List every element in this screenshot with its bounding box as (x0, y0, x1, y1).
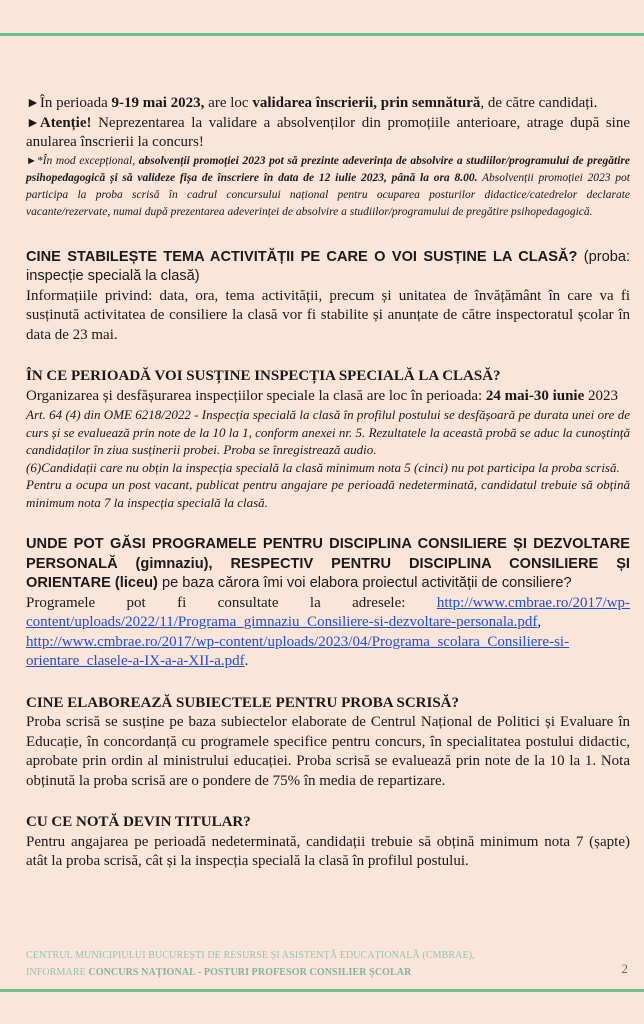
subiecte-body: Proba scrisă se susține pe baza subiectelor elaborate de Centrul Național de Politici și Evaluare în Educație, în concordanță cu programele specifice pentru concurs, în specialitatea postului didactic, aprobate prin ordin al ministrului educației. Proba scrisă se evaluează prin note de la 10 la 1. Nota obținută la proba scrisă are o pondere de 75% în media de repartizare. (26, 714, 630, 789)
footer-line-2: INFORMARE CONCURS NAȚIONAL - POSTURI PROFESOR CONSILIER ȘCOLAR (26, 967, 412, 978)
section-heading-inspectie: ÎN CE PERIOADĂ VOI SUSȚINE INSPECȚIA SPECIALĂ LA CLASĂ? (26, 368, 501, 384)
footer-line-1: CENTRUL MUNICIPIULUI BUCUREȘTI DE RESURSE ȘI ASISTENȚĂ EDUCAȚIONALĂ (CMBRAE), (26, 950, 475, 961)
bottom-rule (0, 989, 644, 992)
programa-gimnaziu-link[interactable]: http://www.cmbrae.ro/2017/wp-content/uploads/2022/11/Programa_gimnaziu_Consiliere-si-dezvoltare-personala.pdf (26, 594, 630, 630)
validation-paragraph: ►În perioada 9-19 mai 2023, are loc validarea înscrierii, prin semnătură, de către candidați. (26, 95, 598, 111)
exception-note: ►*În mod excepțional, absolvenții promoției 2023 pot să prezinte adeverința de absolvire a studiilor/programului de pregătire psihopedagogică și să valideze fișa de înscriere în data de 12 iulie 2023, până la ora 8.00. Absolvenții promoției 2023 pot participa la proba scrisă în cadrul concursului național pentru ocuparea posturilor didactice/catedrelor declarate vacante/rezervate, numai după prezentarea adeverinței de absolvire a studiilor/programului de pregătire psihopedagogică. (26, 154, 630, 218)
section-heading-programe: UNDE POT GĂSI PROGRAMELE PENTRU DISCIPLINA CONSILIERE ȘI DEZVOLTARE PERSONALĂ (gimnaziu), RESPECTIV PENTRU DISCIPLINA CONSILIERE ȘI ORIENTARE (liceu) pe baza cărora îmi voi elabora proiectul activității de consiliere? (26, 536, 630, 591)
post-vacant-note: Pentru a ocupa un post vacant, publicat pentru angajare pe perioadă nedeterminată, candidatul trebuie să obțină minimum nota 7 la inspecția specială la clasă. (26, 477, 630, 510)
inspectie-body: Organizarea și desfășurarea inspecțiilor speciale la clasă are loc în perioada: 24 mai-30 iunie 2023 (26, 387, 619, 404)
art-6-quote: (6)Candidații care nu obțin la inspecția specială la clasă minimum nota 5 (cinci) nu pot participa la proba scrisă. (26, 459, 620, 475)
arrow-bullet-icon: ► (26, 96, 40, 111)
document-body (26, 94, 630, 872)
section-heading-titular: CU CE NOTĂ DEVIN TITULAR? (26, 814, 251, 830)
programe-body: Programele pot fi consultate la adresele: http://www.cmbrae.ro/2017/wp-content/uploads/2022/11/Programa_gimnaziu_Consiliere-si-dezvoltare-personala.pdf, http://www.cmbrae.ro/2017/wp-content/uploads/2023/04/Programa_scolara_Consiliere-si-orientare_clasele-a-IX-a-a-XII-a.pdf. (26, 594, 630, 669)
programa-liceu-link[interactable]: http://www.cmbrae.ro/2017/wp-content/uploads/2023/04/Programa_scolara_Consiliere-si-orientare_clasele-a-IX-a-a-XII-a.pdf (26, 633, 570, 669)
top-rule (0, 33, 644, 36)
attention-paragraph: ►Atenție! Neprezentarea la validare a absolvenților din promoțiile anterioare, atrage după sine anularea înscrierii la concurs! (26, 114, 630, 150)
section-heading-subiecte: CINE ELABOREAZĂ SUBIECTELE PENTRU PROBA SCRISĂ? (26, 694, 460, 711)
arrow-bullet-icon: ► (26, 154, 37, 167)
page-number: 2 (621, 961, 628, 976)
tema-body: Informațiile privind: data, ora, tema activității, precum și unitatea de învățământ în care va fi susținută activitatea de consiliere la clasă vor fi stabilite și anunțate de către inspectoratul școlar în data de 23 mai. (26, 287, 630, 343)
arrow-bullet-icon: ► (26, 115, 40, 131)
page-footer (26, 947, 630, 981)
titular-body: Pentru angajarea pe perioadă nedeterminată, candidații trebuie să obțină minimum nota 7 (șapte) atât la proba scrisă, cât și la inspecția specială la clasă în profilul postului. (26, 833, 630, 869)
section-heading-tema: CINE STABILEȘTE TEMA ACTIVITĂȚII PE CARE O VOI SUSȚINE LA CLASĂ? (proba: inspecție specială la clasă) (26, 248, 631, 284)
art-64-quote: Art. 64 (4) din OME 6218/2022 - Inspecția specială la clasă în profilul postului se desfășoară pe durata unei ore de curs și se evaluează prin note de la 10 la 1, conform anexei nr. 5. Rezultatele la această probă se aduc la cunoștință candidaților în ziua susținerii probei. Proba se înregistrează audio. (26, 407, 630, 457)
